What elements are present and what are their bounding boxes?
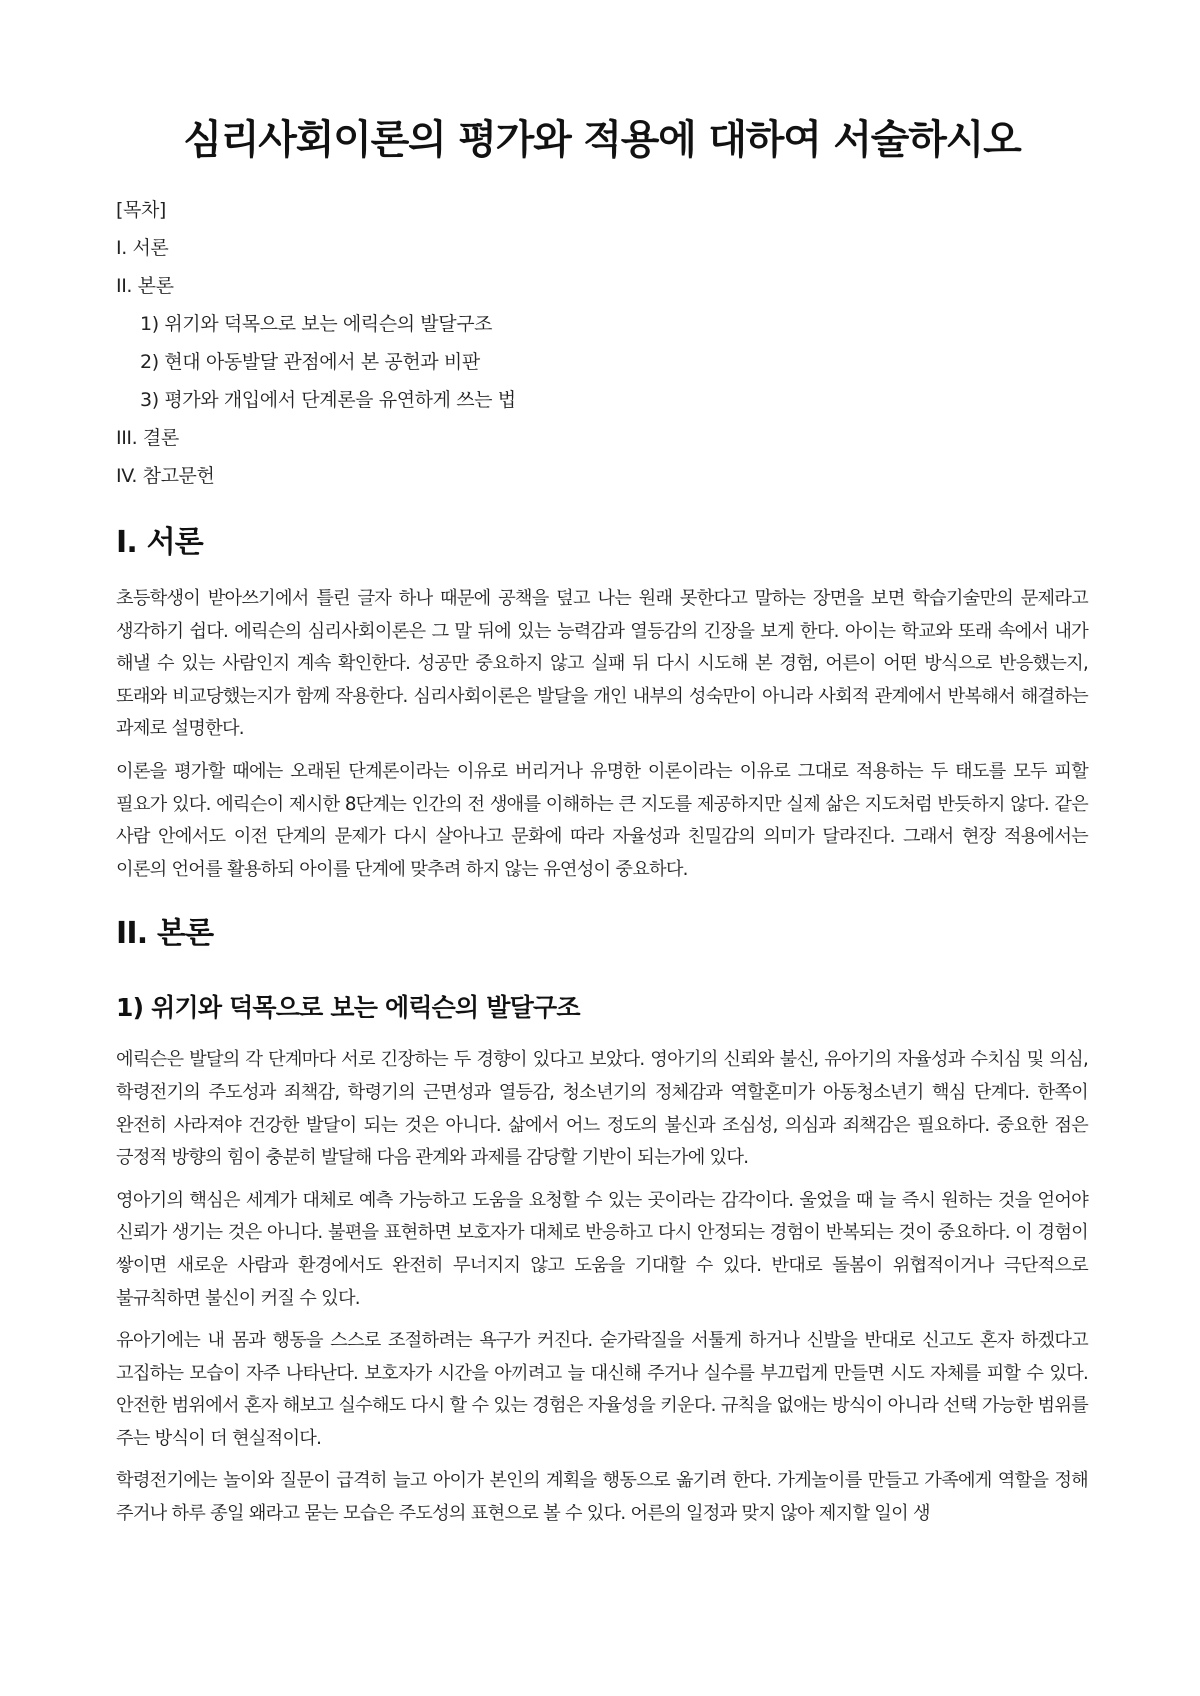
section-title-intro: I. 서론 [116, 525, 203, 560]
document-title: 심리사회이론의 평가와 적용에 대하여 서술하시오 [183, 117, 1021, 163]
subsection-title: 1) 위기와 덕목으로 보는 에릭슨의 발달구조 [116, 993, 580, 1023]
body-paragraph: 유아기에는 내 몸과 행동을 스스로 조절하려는 욕구가 커진다. 숟가락질을 서툴게 하거나 신발을 반대로 신고도 혼자 하겠다고 고집하는 모습이 자주 나타난다. 보호자가 시간을 아끼려고 늘 대신해 주거나 실수를 부끄럽게 만들면 시도 자체를 피할 수 있다. 안전한 범위에서 혼자 해보고 실수해도 다시 할 수 있는 경험은 자율성을 키운다. 규칙을 없애는 방식이 아니라 선택 가능한 범위를 주는 방식이 더 현실적이다. [116, 1330, 1088, 1449]
toc-item-body-3: 3) 평가와 개입에서 단계론을 유연하게 쓰는 법 [140, 389, 516, 411]
body-paragraph: 에릭슨은 발달의 각 단계마다 서로 긴장하는 두 경향이 있다고 보았다. 영아기의 신뢰와 불신, 유아기의 자율성과 수치심 및 의심, 학령전기의 주도성과 죄책감, 학령기의 근면성과 열등감, 청소년기의 정체감과 역할혼미가 아동청소년기 핵심 단계다. 한쪽이 완전히 사라져야 건강한 발달이 되는 것은 아니다. 삶에서 어느 정도의 불신과 조심성, 의심과 죄책감은 필요하다. 중요한 점은 긍정적 방향의 힘이 충분히 발달해 다음 관계와 과제를 감당할 기반이 되는가에 있다. [116, 1049, 1088, 1169]
intro-paragraph: 이론을 평가할 때에는 오래된 단계론이라는 이유로 버리거나 유명한 이론이라는 이유로 그대로 적용하는 두 태도를 모두 피할 필요가 있다. 에릭슨이 제시한 8단계는 인간의 전 생애를 이해하는 큰 지도를 제공하지만 실제 삶은 지도처럼 반듯하지 않다. 같은 사람 안에서도 이전 단계의 문제가 다시 살아나고 문화에 따라 자율성과 친밀감의 의미가 달라진다. 그래서 현장 적용에서는 이론의 언어를 활용하되 아이를 단계에 맞추려 하지 않는 유연성이 중요하다. [116, 760, 1088, 880]
toc-item-intro: I. 서론 [116, 237, 169, 259]
toc-item-conclusion: III. 결론 [116, 427, 179, 449]
toc-item-body-2: 2) 현대 아동발달 관점에서 본 공헌과 비판 [140, 351, 480, 373]
body-paragraph: 영아기의 핵심은 세계가 대체로 예측 가능하고 도움을 요청할 수 있는 곳이라는 감각이다. 울었을 때 늘 즉시 원하는 것을 얻어야 신뢰가 생기는 것은 아니다. 불편을 표현하면 보호자가 대체로 반응하고 다시 안정되는 경험이 반복되는 것이 중요하다. 이 경험이 쌓이면 새로운 사람과 환경에서도 완전히 무너지지 않고 도움을 기대할 수 있다. 반대로 돌봄이 위협적이거나 극단적으로 불규칙하면 불신이 커질 수 있다. [116, 1189, 1088, 1309]
table-of-contents [116, 198, 1088, 489]
toc-item-body-1: 1) 위기와 덕목으로 보는 에릭슨의 발달구조 [140, 313, 493, 335]
toc-item-body: II. 본론 [116, 275, 174, 297]
intro-paragraph: 초등학생이 받아쓰기에서 틀린 글자 하나 때문에 공책을 덮고 나는 원래 못한다고 말하는 장면을 보면 학습기술만의 문제라고 생각하기 쉽다. 에릭슨의 심리사회이론은 그 말 뒤에 있는 능력감과 열등감의 긴장을 보게 한다. 아이는 학교와 또래 속에서 내가 해낼 수 있는 사람인지 계속 확인한다. 성공만 중요하지 않고 실패 뒤 다시 시도해 본 경험, 어른이 어떤 방식으로 반응했는지, 또래와 비교당했는지가 함께 작용한다. 심리사회이론은 발달을 개인 내부의 성숙만이 아니라 사회적 관계에서 반복해서 해결하는 과제로 설명한다. [116, 588, 1088, 740]
section-title-body: II. 본론 [116, 916, 214, 952]
body-paragraph: 학령전기에는 놀이와 질문이 급격히 늘고 아이가 본인의 계획을 행동으로 옮기려 한다. 가게놀이를 만들고 가족에게 역할을 정해 주거나 하루 종일 왜라고 묻는 모습은 주도성의 표현으로 볼 수 있다. 어른의 일정과 맞지 않아 제지할 일이 생 [116, 1470, 1088, 1525]
toc-item-references: IV. 참고문헌 [116, 465, 215, 487]
toc-heading: [목차] [116, 199, 166, 221]
